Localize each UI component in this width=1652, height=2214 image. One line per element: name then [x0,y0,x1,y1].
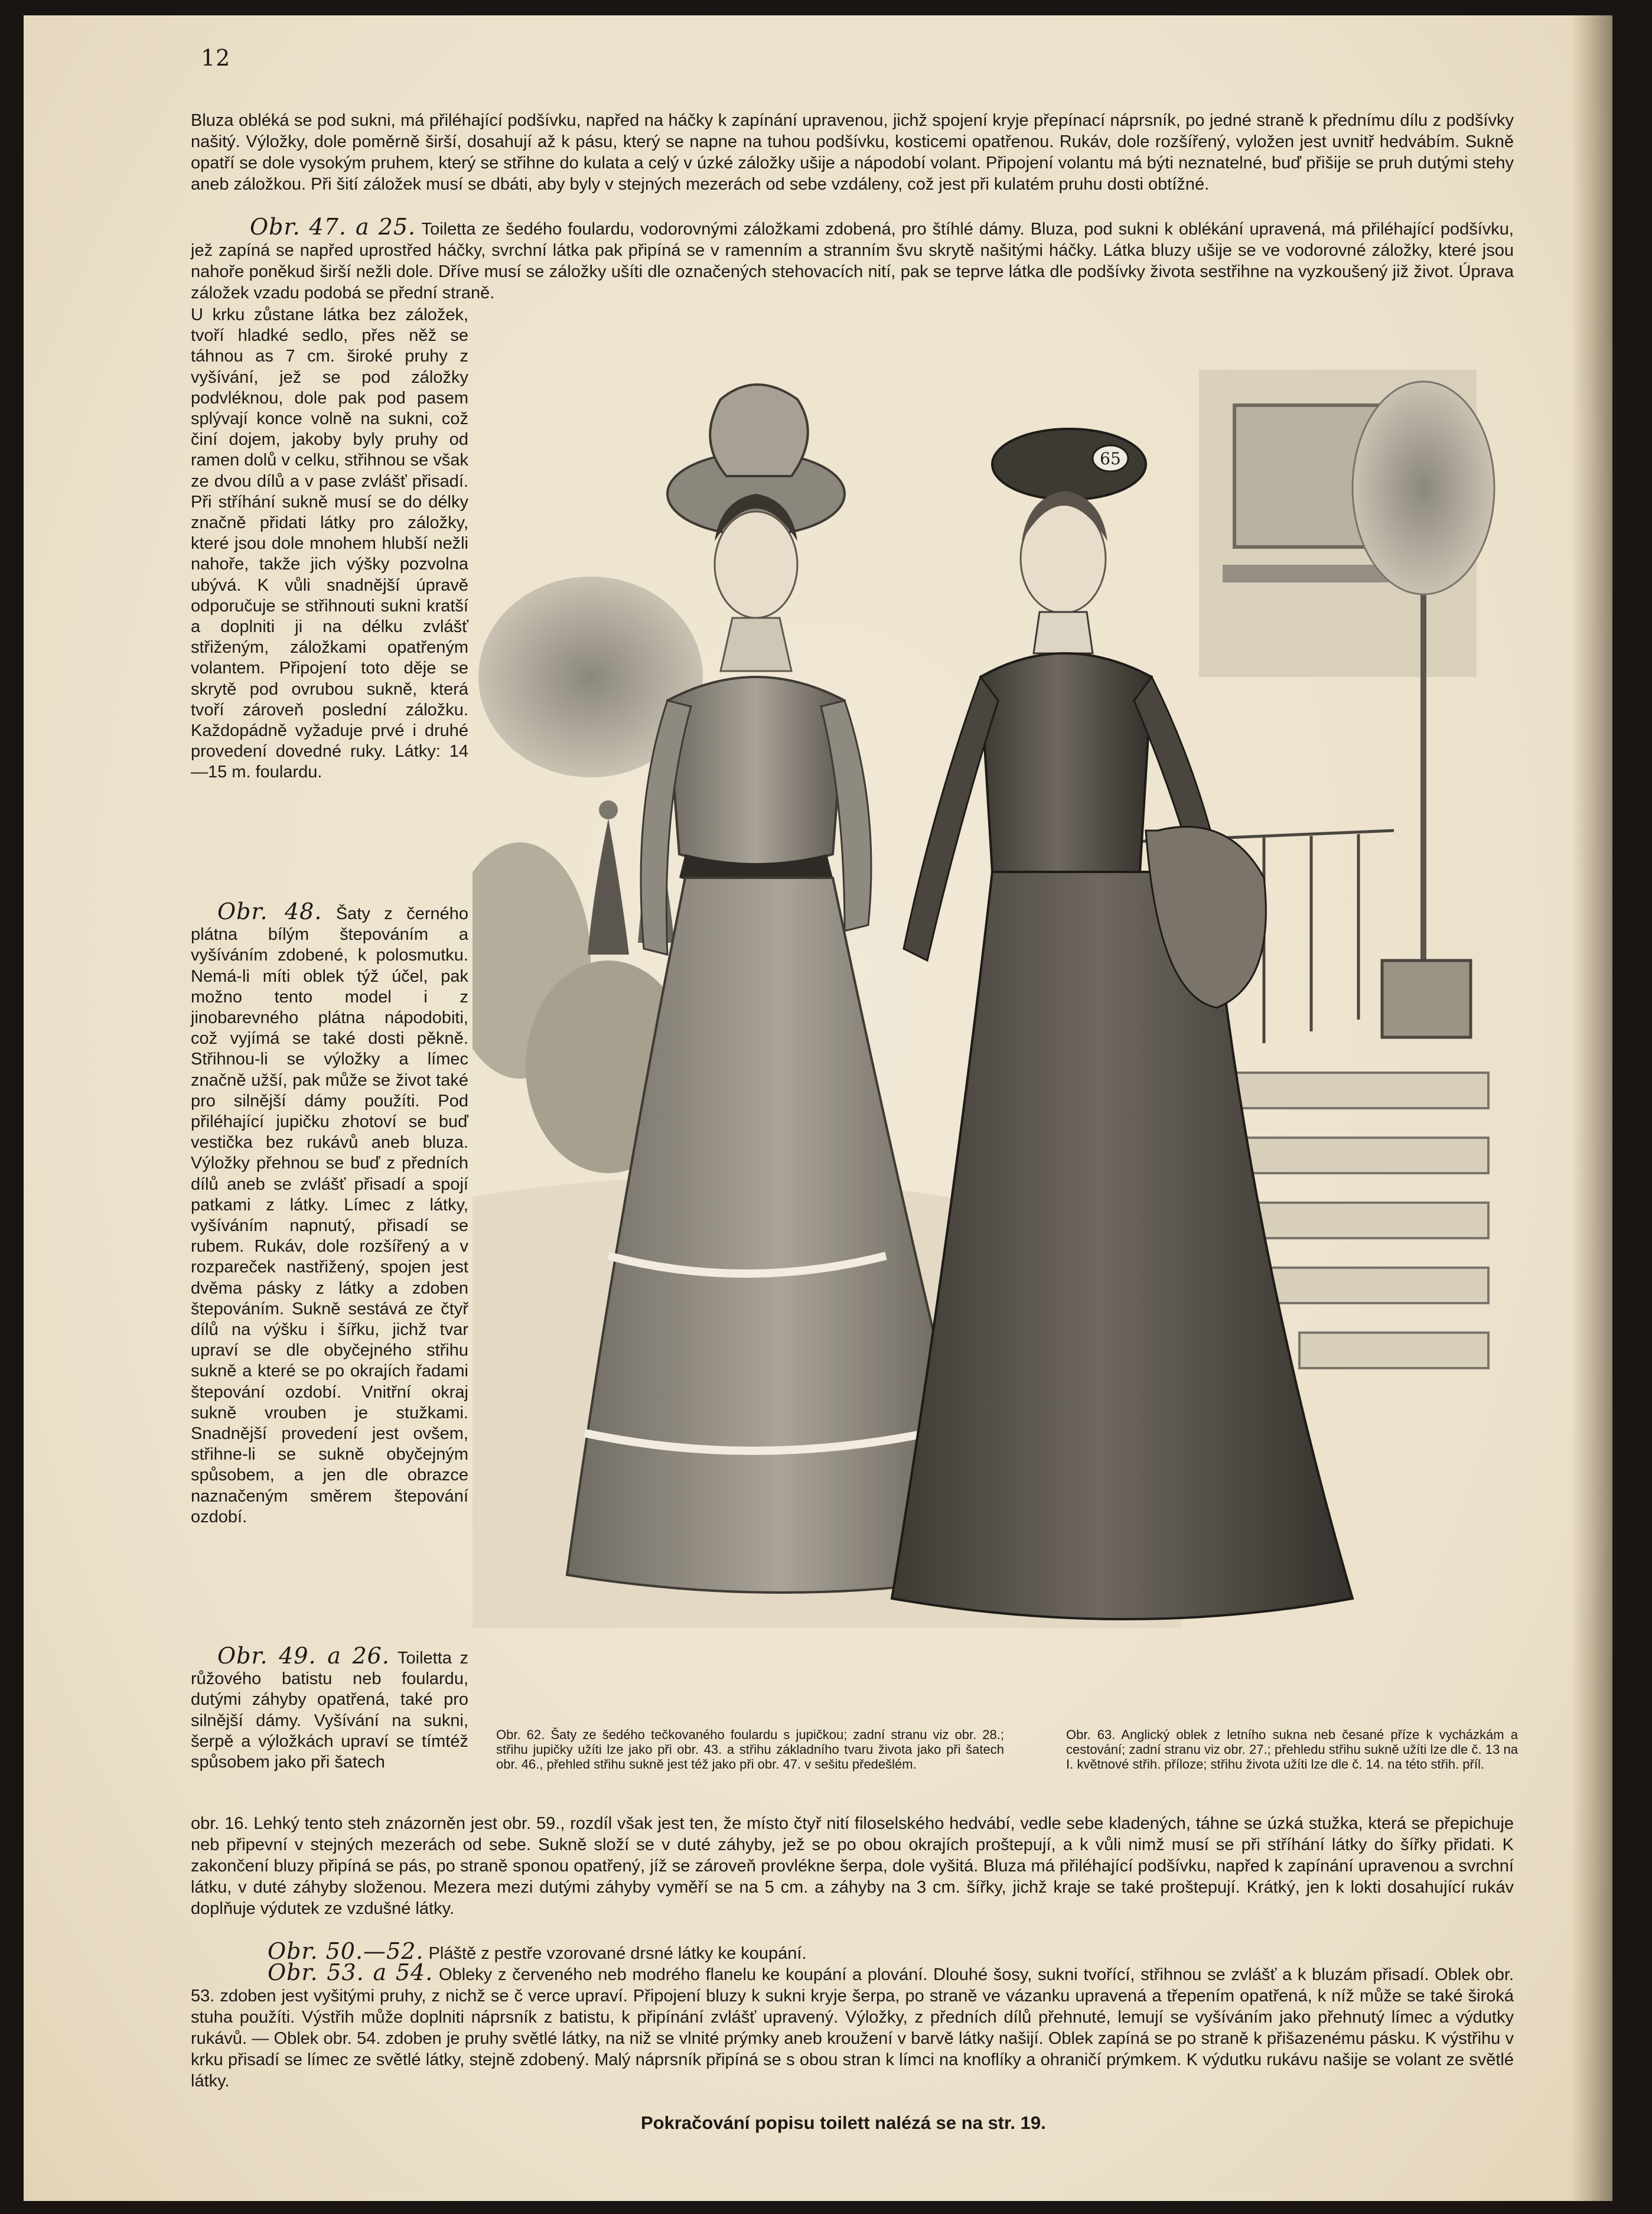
obr53-label: Obr. 53. a 54. [268,1959,434,1985]
caption-obr62: Obr. 62. Šaty ze šedého tečkovaného foulardu s jupičkou; zadní stranu viz obr. 28.; střihu jupičky užíti lze jako při obr. 43. a střihu základního tvaru života jako při šatech obr. 46., přehled střihu sukně jest též jako při obr. 47. v sešitu předešlém. [496,1727,1004,1772]
obr49-continued: obr. 16. Lehký tento steh znázorněn jest obr. 59., rozdíl však jest ten, že místo čtyř nití filoselského hedvábí, vedle sebe kladených, táhne se úzká stužka, která se přepichuje neb připevní v stejných mezerách od sebe. Sukně složí se v duté záhyby, jež se po obou okrajích proštepují, a k vůli nimž musí se při stříhání látky do šířky přidati. K zakončení bluzy připíná se pás, po straně sponou opatřený, jíž se zároveň provlékne šerpa, dole vyšitá. Bluza má přiléhající podšívku, napřed k zapínání upravenou a svrchní látku, v duté záhyby složenou. Mezera mezi dutými záhyby vyměří se na 5 cm. a záhyby na 3 cm. šířky, jichž kraje se také proštepují. Krátký, jen k lokti dosahující rukáv doplňuje výdutek ze vzdušné látky. [191,1814,1514,1918]
obr47-text: Toiletta ze šedého foulardu, vodorovnými záložkami zdobená, pro štíhlé dámy. Bluza, pod sukni k oblékání upravená, má přiléhající podšívku, jež zapíná se napřed uprostřed háčky, svrchní látka pak připíná se v ramenním a stranním švu skrytě našitými háčky. Látka bluzy ušije se ve vodorovné záložky, které jsou nahoře poněkud širší nežli dole. Dříve musí se záložky ušíti dle označených stehovacích nití, pak se teprve látka dle podšívky života sestřihne na vyzkoušený již život. Úprava záložek vzadu podobá se přední straně. [191,220,1514,302]
obr48-text: Šaty z černého plátna bílým štepováním a vyšíváním zdobené, k polosmutku. Nemá-li míti oblek týž účel, pak možno tento model i z jinobarevného plátna nápodobiti, což vyjímá se také dosti pěkně. Střihnou-li se výložky a límec značně užší, pak může se život také pro silnější dámy použíti. Pod přiléhající jupičku zhotoví se buď vestička bez rukávů aneb bluza. Výložky přehnou se buď z předních dílů aneb se zvlášť přisadí a spojí patkami z látky. Límec z látky, vyšíváním napnutý, přisadí se rubem. Rukáv, dole rozšířený a v rozpareček nastřižený, spojen jest dvěma pásky z látky a zdoben štepováním. Sukně sestává ze čtyř dílů na výšku i šířku, jichž tvar upraví se dle obyčejného střihu sukně a které se po okrajích řadami štepování ozdobí. Vnitřní okraj sukně vrouben je stužkami. Snadnější provedení jest ovšem, střihne-li se sukně obyčejným spůsobem, a jen dle obrazce naznačeným směrem štepování ozdobí. [191,904,468,1526]
obr50-text: Pláště z pestře vzorované drsné látky ke koupání. [428,1944,807,1963]
obr47-continued: U krku zůstane látka bez záložek, tvoří hladké sedlo, přes něž se táhnou as 7 cm. široké pruhy z vyšívání, jež se pod záložky podvléknou, dole pak pod pasem splývají konce volně na sukni, což činí dojem, jakoby byly pruhy od ramen dolů v celku, střihnou se však ze dvou dílů a v pase zvlášť přisadí. Při stříhání sukně musí se do délky značně přidati látky pro záložky, které jsou dole mnohem hlubší nežli nahoře, takže jich výšky pozvolna ubývá. K vůli snadnější úpravě odporučuje se střihnouti sukni kratší a doplniti ji na délku zvlášť střiženým, záložkami opatřeným volantem. Připojení toto děje se skrytě pod ovrubou sukně, která tvoří zároveň poslední záložku. Každopádně vyžaduje prvé i druhé provedení dovedné ruky. Látky: 14—15 m. foulardu. [191,305,468,782]
obr53-text: Obleky z červeného neb modrého flanelu ke koupání a plování. Dlouhé šosy, sukni tvořící, střihnou se zvlášť a k bluzám přisadí. Oblek obr. 53. zdoben jest vyšitými pruhy, z nichž se č verce upraví. Připojení bluzy k sukni kryje šerpa, po straně ve vázanku upravená a třepením opatřená, k níž může se také široká stuha použíti. Výstřih může doplniti náprsník z batistu, k připínání zvlášť upravený. Výložky, z předních dílů přehnuté, lemují se vyšíváním jako přehnutý límec a výdutky rukávů. — Oblek obr. 54. zdoben je pruhy světlé látky, na niž se vlnité prýmky aneb kroužení v barvě látky našijí. Oblek zapíná se po straně k přišazenému pásku. K výstřihu v krku přisadí se límec ze světlé látky, stejně zdobený. Malý náprsník připíná se s obou stran k límci na knoflíky a ohraničí prýmkem. K výdutku rukávu našije se volant ze světlé látky. [191,1965,1514,2091]
obr50-label: Obr. 50.—52. [268,1938,424,1964]
obr53-paragraph [191,1959,1514,2092]
caption-obr63: Obr. 63. Anglický oblek z letního sukna neb česané příze k vycházkám a cestování; zadní stranu viz obr. 27.; přehledu střihu sukně užíti lze dle č. 13 na I. květnové střih. příloze; střihu života užíti lze dle č. 14. na této střih. příl. [1066,1727,1518,1772]
obr47-paragraph [191,216,1514,304]
obr49-text: Toiletta z růžového batistu neb foulardu, dutými záhyby opatřená, také pro silnější dámy. Vyšívání na sukni, šerpě a výložkách upraví se tímtéž spůsobem jako při šatech [191,1649,468,1772]
page-spine-shadow [1571,15,1612,2201]
obr48-label: Obr. 48. [217,898,322,924]
obr49-paragraph [191,1643,468,1773]
continuation-footer: Pokračování popisu toilett nalézá se na str. 19. [641,2112,1046,2133]
obr49-label: Obr. 49. a 26. [217,1643,390,1669]
intro-paragraph: Bluza obléká se pod sukni, má přiléhající podšívku, napřed na háčky k zapínání upravenou, jichž spojení kryje přepínací náprsník, po jedné straně k přednímu dílu z podšívky našitý. Výložky, dole poměrně širší, dosahují až k pásu, který se napne na tuhou podšívku, kosticemi opatřenou. Rukáv, dole rozšířený, vyložen jest uvnitř hedvábím. Sukně opatří se dole vysokým pruhem, který se střihne do kulata a celý v úzké záložky ušije a nápodobí volant. Připojení volantu má býti neznatelné, buď přišije se pruh dutými stehy aneb záložkou. Při šití záložek musí se dbáti, aby byly v stejných mezerách od sebe vzdáleny, což jest při kulatém pruhu dosti obtížné. [191,111,1514,194]
hat-number: 65 [1100,449,1121,468]
obr48-paragraph [191,898,468,1528]
magazine-page [24,15,1612,2201]
page-number: 12 [201,45,231,71]
fashion-plate-illustration [473,370,1536,1628]
obr47-label: Obr. 47. a 25. [250,214,416,240]
